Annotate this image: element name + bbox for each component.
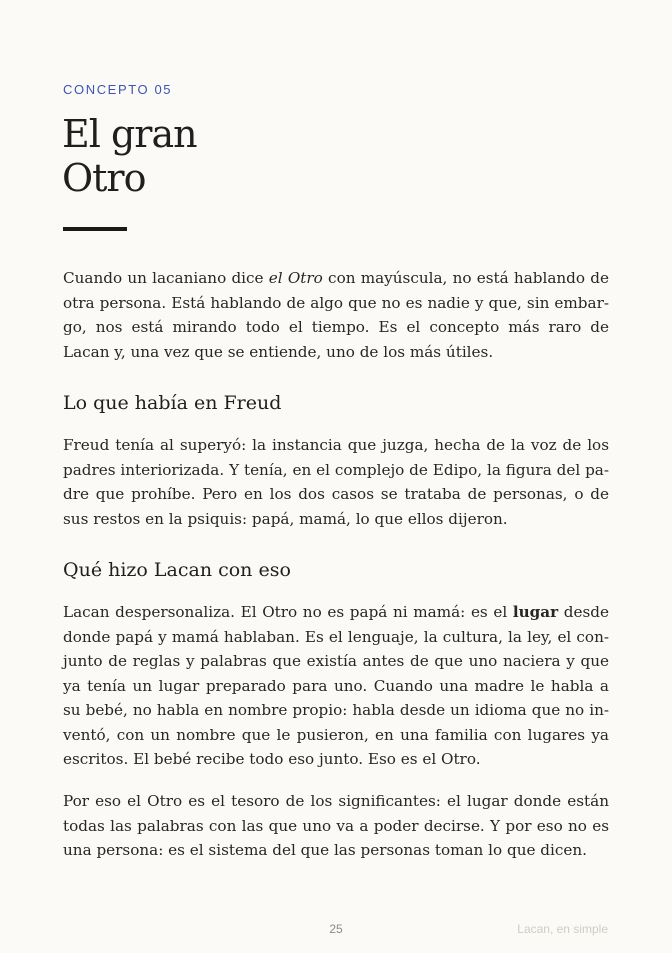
lacan-text-start: Lacan despersonaliza. El Otro no es papá ni mamá: es el <box>63 603 513 621</box>
lacan-paragraph-2: Por eso el Otro es el tesoro de los significantes: el lugar donde están todas las palabras con las que uno va a poder decirse. Y por eso no es una persona: es el sistema del que las personas toman lo que dicen. <box>63 792 609 859</box>
intro-text-end: con mayúscula, no está hablando de otra persona. Está hablando de algo que no es nadie y que, sin embargo, nos está mirando todo el tiempo. Es el concepto más raro de Lacan y, una vez que se entiende, uno de los más útiles. <box>63 269 609 361</box>
freud-paragraph: Freud tenía al superyó: la instancia que juzga, hecha de la voz de los padres interiorizada. Y tenía, en el complejo de Edipo, la figura del padre que prohíbe. Pero en los dos casos se trataba de personas, o de sus restos en la psiquis: papá, mamá, lo que ellos dijeron. <box>63 436 609 528</box>
intro-text-start: Cuando un lacaniano dice <box>63 269 269 287</box>
title-line-1: El gran <box>62 112 197 156</box>
title-divider <box>63 227 127 231</box>
intro-paragraph <box>63 266 609 364</box>
intro-emphasis: el Otro <box>268 269 323 287</box>
section-heading-lacan: Qué hizo Lacan con eso <box>63 559 291 581</box>
running-footer-title: Lacan, en simple <box>517 922 608 936</box>
section-heading-freud: Lo que había en Freud <box>63 392 282 414</box>
title-line-2: Otro <box>62 156 146 200</box>
lacan-text-end: desde donde papá y mamá hablaban. Es el lenguaje, la cultura, la ley, el conjunto de reglas y palabras que existía antes de que uno naciera y que ya tenía un lugar preparado para uno. Cuando una madre le habla a su bebé, no habla en nombre propio: habla desde un idioma que no inventó, con un nombre que le pusieron, en una familia con lugares ya escritos. El bebé recibe todo eso junto. Eso es el Otro. <box>63 603 609 768</box>
page-title <box>62 112 197 200</box>
concept-label: CONCEPTO 05 <box>63 82 173 97</box>
lacan-paragraph-1 <box>63 600 609 772</box>
lacan-bold-lugar: lugar <box>512 603 559 621</box>
page-number: 25 <box>329 922 343 936</box>
